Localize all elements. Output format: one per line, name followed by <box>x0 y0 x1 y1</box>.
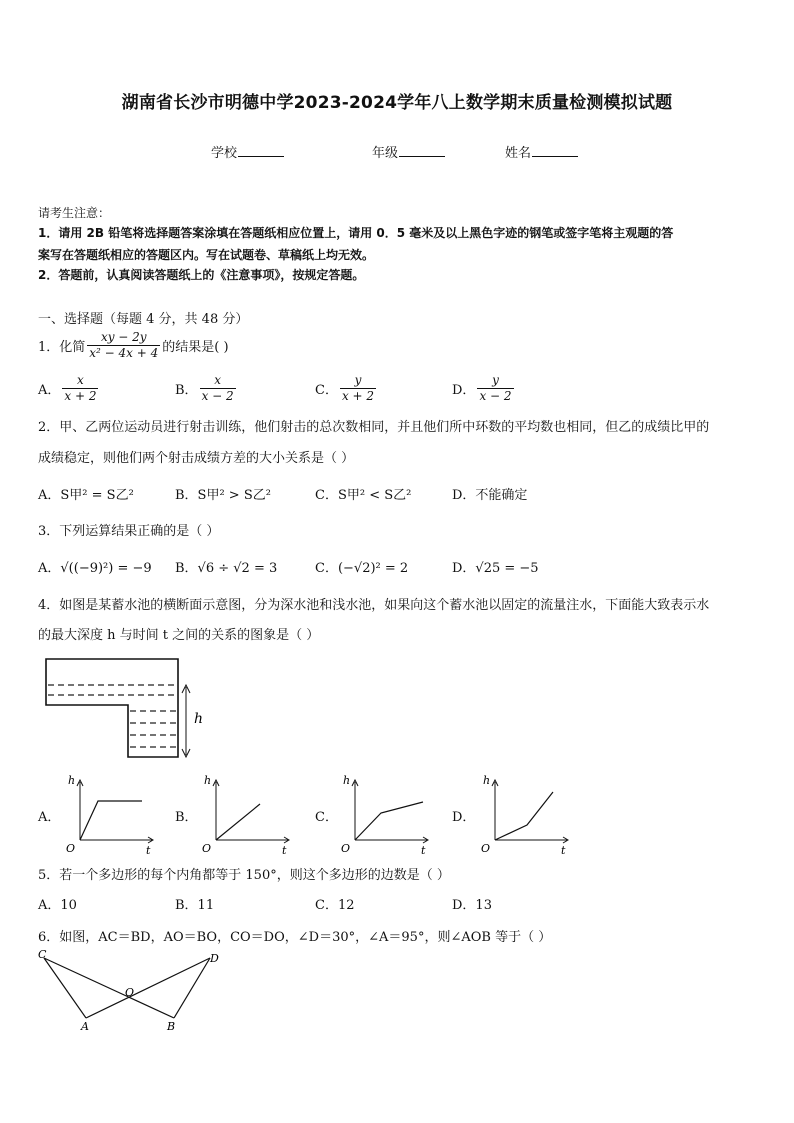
point-c-label: C <box>38 948 47 961</box>
option-den: x + 2 <box>341 389 375 403</box>
option-num: y <box>354 373 362 387</box>
q3-option-b[interactable]: B．√6 ÷ √2 = 3 <box>175 561 278 576</box>
t-axis-label: t <box>421 844 426 855</box>
question-4-line1: 4．如图是某蓄水池的横断面示意图，分为深水池和浅水池，如果向这个蓄水池以固定的流量注水，下面能大致表示水 <box>38 598 710 613</box>
point-a-label: A <box>81 1020 89 1033</box>
page-title: 湖南省长沙市明德中学2023-2024学年八上数学期末质量检测模拟试题 <box>121 93 673 113</box>
name-blank <box>532 144 578 157</box>
q3-option-a[interactable]: A．√((−9)²) = −9 <box>38 561 152 576</box>
reservoir-diagram <box>40 655 215 765</box>
option-fraction <box>340 373 376 404</box>
section-heading: 一、选择题（每题 4 分，共 48 分） <box>38 312 249 327</box>
name-field <box>505 142 578 161</box>
school-label: 学校 <box>211 146 238 161</box>
t-axis-label: t <box>146 844 151 855</box>
option-fraction <box>62 373 98 404</box>
grade-blank <box>399 144 445 157</box>
point-d-label: D <box>210 952 219 965</box>
graph-line <box>495 792 553 840</box>
q4-graph-a[interactable] <box>60 770 160 855</box>
q1-option-b[interactable] <box>175 373 238 404</box>
option-num: x <box>214 373 221 387</box>
q5-option-c[interactable]: C．12 <box>315 898 355 913</box>
q1-suffix: 的结果是( ) <box>162 340 229 355</box>
q3-option-c[interactable]: C．(−√2)² = 2 <box>315 561 409 576</box>
option-label: C． <box>315 383 338 398</box>
graph-line <box>355 802 423 840</box>
q2-option-c[interactable]: C．S甲² < S乙² <box>315 488 412 503</box>
origin-label: O <box>66 842 76 855</box>
graph-line <box>216 804 260 840</box>
q3-option-d[interactable]: D．√25 = −5 <box>452 561 539 576</box>
school-blank <box>238 144 284 157</box>
q4-option-b-label[interactable]: B． <box>175 810 198 825</box>
question-1-stem <box>38 330 229 361</box>
h-axis-label: h <box>68 774 76 787</box>
q1-prefix: 1．化简 <box>38 340 86 355</box>
notice-item2: 2．答题前，认真阅读答题纸上的《注意事项》，按规定答题。 <box>38 268 365 282</box>
q1-numerator: xy − 2y <box>100 330 147 344</box>
graph-line <box>80 801 142 840</box>
q1-option-c[interactable] <box>315 373 378 404</box>
q4-graph-d[interactable] <box>475 770 575 855</box>
q4-graph-b[interactable] <box>196 770 296 855</box>
notice-item1-line1: 1．请用 2B 铅笔将选择题答案涂填在答题纸相应位置上，请用 0．5 毫米及以上黑色字迹的钢笔或签字笔将主观题的答 <box>38 226 674 240</box>
option-label: D． <box>452 383 476 398</box>
option-den: x − 2 <box>479 389 512 403</box>
option-fraction <box>477 373 513 404</box>
h-axis-label: h <box>204 774 212 787</box>
question-6-stem: 6．如图，AC＝BD，AO＝BO，CO＝DO，∠D＝30°，∠A＝95°，则∠AOB 等于（ ） <box>38 930 552 945</box>
depth-label: h <box>194 711 204 727</box>
depth-arrow <box>182 685 190 757</box>
question-5-stem: 5．若一个多边形的每个内角都等于 150°，则这个多边形的边数是（ ） <box>38 868 450 883</box>
q1-option-d[interactable] <box>452 373 516 404</box>
name-label: 姓名 <box>505 146 532 161</box>
option-den: x + 2 <box>64 389 97 403</box>
q5-option-a[interactable]: A．10 <box>38 898 77 913</box>
point-b-label: B <box>167 1020 176 1033</box>
option-label: A． <box>38 383 61 398</box>
t-axis-label: t <box>282 844 287 855</box>
q1-fraction <box>87 330 160 361</box>
q2-option-b[interactable]: B．S甲² > S乙² <box>175 488 271 503</box>
q4-option-c-label[interactable]: C． <box>315 810 338 825</box>
q5-option-d[interactable]: D．13 <box>452 898 492 913</box>
h-axis-label: h <box>343 774 351 787</box>
triangles-diagram <box>34 946 234 1038</box>
origin-label: O <box>341 842 351 855</box>
origin-label: O <box>202 842 212 855</box>
t-axis-label: t <box>561 844 566 855</box>
option-label: B． <box>175 383 198 398</box>
q5-option-b[interactable]: B．11 <box>175 898 215 913</box>
question-2-line2: 成绩稳定，则他们两个射击成绩方差的大小关系是（ ） <box>38 451 355 466</box>
q4-option-d-label[interactable]: D． <box>452 810 476 825</box>
q2-option-a[interactable]: A．S甲² = S乙² <box>38 488 134 503</box>
question-3-stem: 3．下列运算结果正确的是（ ） <box>38 524 220 539</box>
option-fraction <box>200 373 236 404</box>
option-num: x <box>77 373 84 387</box>
grade-field <box>372 142 445 161</box>
h-axis-label: h <box>483 774 491 787</box>
option-num: y <box>492 373 499 387</box>
notice-item1-line2: 案写在答题纸相应的答题区内。写在试题卷、草稿纸上均无效。 <box>38 248 375 262</box>
question-4-line2: 的最大深度 h 与时间 t 之间的关系的图象是（ ） <box>38 628 320 643</box>
q4-option-a-label[interactable]: A． <box>38 810 61 825</box>
water-lines <box>48 685 176 747</box>
q1-denominator: x² − 4x + 4 <box>89 346 159 360</box>
option-den: x − 2 <box>201 389 234 403</box>
q1-option-a[interactable] <box>38 373 100 404</box>
q2-option-d[interactable]: D．不能确定 <box>452 488 528 503</box>
reservoir-outline <box>46 659 178 757</box>
q4-graph-c[interactable] <box>335 770 435 855</box>
grade-label: 年级 <box>372 146 399 161</box>
notice-heading: 请考生注意： <box>38 206 111 220</box>
point-o-label: O <box>125 986 135 999</box>
question-2-line1: 2．甲、乙两位运动员进行射击训练，他们射击的总次数相同，并且他们所中环数的平均数也相同，但乙的成绩比甲的 <box>38 420 710 435</box>
school-field <box>211 142 284 161</box>
origin-label: O <box>481 842 491 855</box>
